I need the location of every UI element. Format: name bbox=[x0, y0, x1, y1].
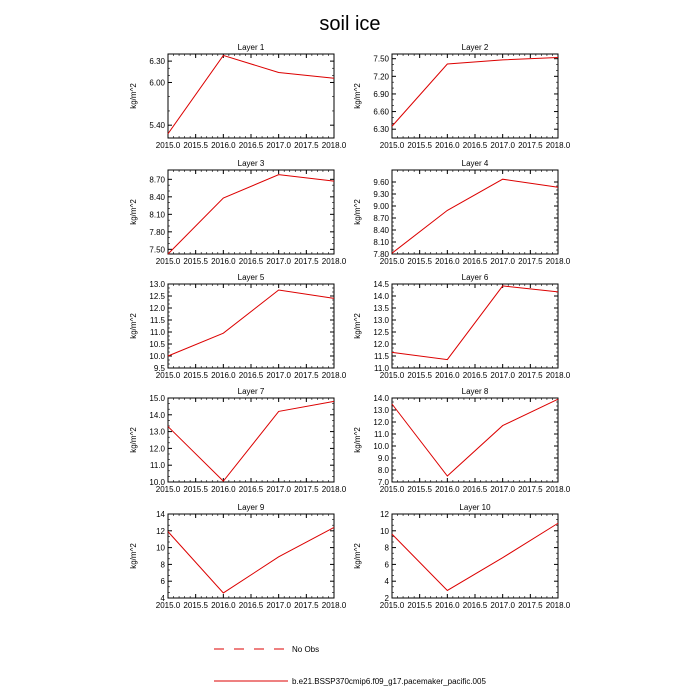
y-tick-label: 6.60 bbox=[373, 107, 389, 117]
y-tick-label: 13.0 bbox=[149, 280, 165, 289]
panel-layer-9 bbox=[129, 503, 347, 610]
y-tick-label: 8.40 bbox=[149, 192, 165, 202]
y-tick-label: 6.30 bbox=[373, 125, 389, 135]
y-tick-label: 12 bbox=[380, 510, 389, 519]
y-tick-label: 8.70 bbox=[373, 214, 389, 223]
x-tick-label: 2017.0 bbox=[490, 141, 515, 150]
y-tick-label: 11.0 bbox=[374, 430, 389, 439]
series-line bbox=[392, 179, 558, 253]
x-tick-label: 2016.0 bbox=[211, 485, 236, 494]
y-tick-label: 6 bbox=[384, 560, 389, 570]
y-tick-label: 9.0 bbox=[377, 454, 389, 463]
y-tick-label: 14.0 bbox=[149, 410, 165, 420]
x-tick-label: 2015.0 bbox=[379, 371, 405, 380]
panel-title: Layer 4 bbox=[461, 159, 489, 168]
y-tick-label: 13.0 bbox=[373, 406, 389, 415]
x-tick-label: 2016.5 bbox=[238, 371, 264, 380]
x-tick-label: 2017.0 bbox=[266, 257, 291, 266]
y-tick-label: 10 bbox=[156, 543, 165, 553]
y-tick-label: 6.00 bbox=[149, 78, 165, 88]
panel-layer-7 bbox=[129, 387, 347, 494]
panel-title: Layer 1 bbox=[237, 43, 265, 52]
x-tick-label: 2016.0 bbox=[211, 141, 236, 150]
x-tick-label: 2016.5 bbox=[462, 257, 488, 266]
y-tick-label: 7.50 bbox=[149, 245, 165, 255]
x-tick-label: 2017.5 bbox=[294, 141, 319, 150]
x-tick-label: 2018.0 bbox=[321, 371, 347, 380]
x-tick-label: 2018.0 bbox=[545, 371, 571, 380]
y-tick-label: 8 bbox=[384, 543, 389, 553]
y-tick-label: 7.50 bbox=[373, 54, 389, 64]
x-tick-label: 2017.5 bbox=[294, 257, 319, 266]
x-tick-label: 2018.0 bbox=[321, 485, 347, 494]
y-tick-label: 14.0 bbox=[373, 394, 389, 403]
y-tick-label: 7.20 bbox=[373, 72, 389, 82]
y-tick-label: 12.5 bbox=[149, 292, 165, 301]
y-tick-label: 9.30 bbox=[373, 190, 389, 199]
plot-frame bbox=[168, 284, 334, 368]
x-tick-label: 2016.5 bbox=[462, 601, 488, 610]
y-tick-label: 14.5 bbox=[373, 280, 389, 289]
panel-title: Layer 3 bbox=[237, 159, 265, 168]
plot-frame bbox=[168, 170, 334, 254]
y-axis-label: kg/m^2 bbox=[129, 313, 138, 339]
plot-frame bbox=[168, 54, 334, 138]
series-line bbox=[392, 58, 558, 127]
y-axis-label: kg/m^2 bbox=[353, 313, 362, 339]
x-tick-label: 2017.0 bbox=[266, 141, 291, 150]
figure-title: soil ice bbox=[319, 13, 381, 35]
y-tick-label: 11.5 bbox=[150, 316, 165, 325]
x-tick-label: 2016.0 bbox=[435, 141, 460, 150]
y-tick-label: 11.0 bbox=[150, 328, 165, 337]
x-tick-label: 2016.0 bbox=[211, 371, 236, 380]
y-tick-label: 2 bbox=[384, 594, 389, 603]
panel-title: Layer 8 bbox=[461, 387, 489, 396]
x-tick-label: 2015.5 bbox=[183, 141, 208, 150]
panel-layer-8 bbox=[353, 387, 571, 494]
x-tick-label: 2016.0 bbox=[435, 257, 460, 266]
panel-layer-6 bbox=[353, 273, 571, 380]
y-tick-label: 8.0 bbox=[377, 466, 389, 475]
x-tick-label: 2017.5 bbox=[294, 601, 319, 610]
x-tick-label: 2015.0 bbox=[155, 485, 181, 494]
x-tick-label: 2015.5 bbox=[407, 485, 432, 494]
x-tick-label: 2016.0 bbox=[435, 601, 460, 610]
x-tick-label: 2017.0 bbox=[490, 257, 515, 266]
y-tick-label: 10 bbox=[380, 526, 389, 536]
x-tick-label: 2015.5 bbox=[407, 257, 432, 266]
y-tick-label: 8.10 bbox=[373, 238, 389, 247]
legend bbox=[214, 645, 486, 686]
y-tick-label: 7.80 bbox=[373, 250, 389, 259]
x-tick-label: 2016.5 bbox=[238, 257, 264, 266]
y-tick-label: 9.5 bbox=[153, 364, 165, 373]
x-tick-label: 2015.5 bbox=[183, 601, 208, 610]
x-tick-label: 2015.5 bbox=[407, 141, 432, 150]
y-tick-label: 6.30 bbox=[149, 57, 165, 67]
y-tick-label: 7.80 bbox=[149, 227, 165, 237]
x-tick-label: 2016.0 bbox=[211, 257, 236, 266]
y-tick-label: 13.5 bbox=[373, 304, 389, 313]
y-tick-label: 12.0 bbox=[149, 304, 165, 313]
series-line bbox=[168, 527, 334, 593]
panel-layer-5 bbox=[129, 273, 347, 380]
x-tick-label: 2018.0 bbox=[545, 601, 571, 610]
x-tick-label: 2015.5 bbox=[407, 371, 432, 380]
x-tick-label: 2016.0 bbox=[435, 371, 460, 380]
y-tick-label: 10.5 bbox=[149, 340, 165, 349]
x-tick-label: 2015.0 bbox=[379, 141, 405, 150]
series-line bbox=[168, 401, 334, 481]
y-axis-label: kg/m^2 bbox=[129, 543, 138, 569]
y-tick-label: 13.0 bbox=[373, 316, 389, 325]
x-tick-label: 2016.5 bbox=[462, 485, 488, 494]
x-tick-label: 2015.0 bbox=[155, 257, 181, 266]
x-tick-label: 2017.0 bbox=[266, 601, 291, 610]
y-axis-label: kg/m^2 bbox=[353, 83, 362, 109]
panel-title: Layer 5 bbox=[237, 273, 265, 282]
x-tick-label: 2015.0 bbox=[155, 141, 181, 150]
x-tick-label: 2017.5 bbox=[518, 485, 543, 494]
y-tick-label: 14.0 bbox=[373, 292, 389, 301]
panel-title: Layer 9 bbox=[237, 503, 265, 512]
y-tick-label: 11.5 bbox=[374, 352, 389, 361]
y-axis-label: kg/m^2 bbox=[353, 427, 362, 453]
y-axis-label: kg/m^2 bbox=[129, 83, 138, 109]
plot-frame bbox=[168, 398, 334, 482]
x-tick-label: 2017.5 bbox=[518, 257, 543, 266]
y-tick-label: 8 bbox=[160, 560, 165, 570]
y-tick-label: 10.0 bbox=[373, 442, 389, 451]
x-tick-label: 2016.5 bbox=[238, 601, 264, 610]
x-tick-label: 2017.5 bbox=[294, 485, 319, 494]
x-tick-label: 2017.5 bbox=[518, 601, 543, 610]
x-tick-label: 2017.0 bbox=[490, 371, 515, 380]
panel-layer-1 bbox=[129, 43, 347, 150]
panel-title: Layer 7 bbox=[237, 387, 265, 396]
x-tick-label: 2017.0 bbox=[266, 485, 291, 494]
y-tick-label: 7.0 bbox=[377, 478, 389, 487]
y-axis-label: kg/m^2 bbox=[353, 543, 362, 569]
x-tick-label: 2017.5 bbox=[294, 371, 319, 380]
x-tick-label: 2015.5 bbox=[183, 485, 208, 494]
x-tick-label: 2015.0 bbox=[155, 371, 181, 380]
panel-title: Layer 6 bbox=[461, 273, 489, 282]
y-tick-label: 8.70 bbox=[149, 175, 165, 185]
series-line bbox=[168, 175, 334, 254]
y-tick-label: 15.0 bbox=[149, 394, 165, 403]
plot-frame bbox=[392, 170, 558, 254]
y-tick-label: 4 bbox=[160, 594, 165, 603]
x-tick-label: 2018.0 bbox=[545, 485, 571, 494]
x-tick-label: 2015.0 bbox=[379, 601, 405, 610]
x-tick-label: 2015.5 bbox=[407, 601, 432, 610]
panel-layer-10 bbox=[353, 503, 571, 610]
y-tick-label: 11.0 bbox=[150, 461, 165, 471]
y-tick-label: 13.0 bbox=[149, 427, 165, 437]
y-axis-label: kg/m^2 bbox=[129, 427, 138, 453]
x-tick-label: 2015.0 bbox=[379, 485, 405, 494]
plot-frame bbox=[168, 514, 334, 598]
series-line bbox=[392, 286, 558, 360]
x-tick-label: 2017.5 bbox=[518, 141, 543, 150]
x-tick-label: 2015.0 bbox=[155, 601, 181, 610]
x-tick-label: 2016.5 bbox=[238, 141, 264, 150]
series-line bbox=[392, 399, 558, 476]
y-tick-label: 9.00 bbox=[373, 202, 389, 211]
x-tick-label: 2016.5 bbox=[462, 371, 488, 380]
x-tick-label: 2018.0 bbox=[321, 141, 347, 150]
y-tick-label: 8.10 bbox=[149, 210, 165, 220]
x-tick-label: 2017.0 bbox=[490, 485, 515, 494]
y-tick-label: 12 bbox=[156, 526, 165, 536]
y-tick-label: 6.90 bbox=[373, 89, 389, 99]
legend-label: b.e21.BSSP370cmip6.f09_g17.pacemaker_pacific.005 bbox=[292, 677, 486, 686]
panel-title: Layer 2 bbox=[461, 43, 489, 52]
y-tick-label: 6 bbox=[160, 577, 165, 587]
y-axis-label: kg/m^2 bbox=[353, 199, 362, 225]
x-tick-label: 2016.0 bbox=[435, 485, 460, 494]
x-tick-label: 2018.0 bbox=[321, 601, 347, 610]
panel-layer-4 bbox=[353, 159, 571, 266]
y-tick-label: 12.0 bbox=[373, 340, 389, 349]
y-tick-label: 12.0 bbox=[373, 418, 389, 427]
panel-layer-3 bbox=[129, 159, 347, 266]
y-tick-label: 10.0 bbox=[149, 478, 165, 487]
y-tick-label: 8.40 bbox=[373, 226, 389, 235]
x-tick-label: 2018.0 bbox=[545, 141, 571, 150]
panel-layer-2 bbox=[353, 43, 571, 150]
legend-label: No Obs bbox=[292, 645, 320, 654]
x-tick-label: 2018.0 bbox=[545, 257, 571, 266]
y-tick-label: 14 bbox=[156, 510, 165, 519]
series-line bbox=[168, 290, 334, 356]
y-tick-label: 4 bbox=[384, 577, 389, 587]
x-tick-label: 2018.0 bbox=[321, 257, 347, 266]
x-tick-label: 2016.5 bbox=[462, 141, 488, 150]
y-tick-label: 9.60 bbox=[373, 178, 389, 187]
plot-frame bbox=[392, 514, 558, 598]
panel-title: Layer 10 bbox=[459, 503, 491, 512]
y-tick-label: 10.0 bbox=[149, 352, 165, 361]
x-tick-label: 2017.5 bbox=[518, 371, 543, 380]
x-tick-label: 2016.5 bbox=[238, 485, 264, 494]
series-line bbox=[392, 523, 558, 590]
y-tick-label: 5.40 bbox=[149, 121, 165, 131]
plot-frame bbox=[392, 54, 558, 138]
x-tick-label: 2017.0 bbox=[266, 371, 291, 380]
y-tick-label: 12.5 bbox=[373, 328, 389, 337]
x-tick-label: 2015.5 bbox=[183, 371, 208, 380]
x-tick-label: 2017.0 bbox=[490, 601, 515, 610]
panels-grid bbox=[129, 43, 571, 610]
y-axis-label: kg/m^2 bbox=[129, 199, 138, 225]
x-tick-label: 2015.5 bbox=[183, 257, 208, 266]
y-tick-label: 12.0 bbox=[149, 444, 165, 454]
x-tick-label: 2015.0 bbox=[379, 257, 405, 266]
series-line bbox=[168, 55, 334, 133]
x-tick-label: 2016.0 bbox=[211, 601, 236, 610]
y-tick-label: 11.0 bbox=[374, 364, 389, 373]
